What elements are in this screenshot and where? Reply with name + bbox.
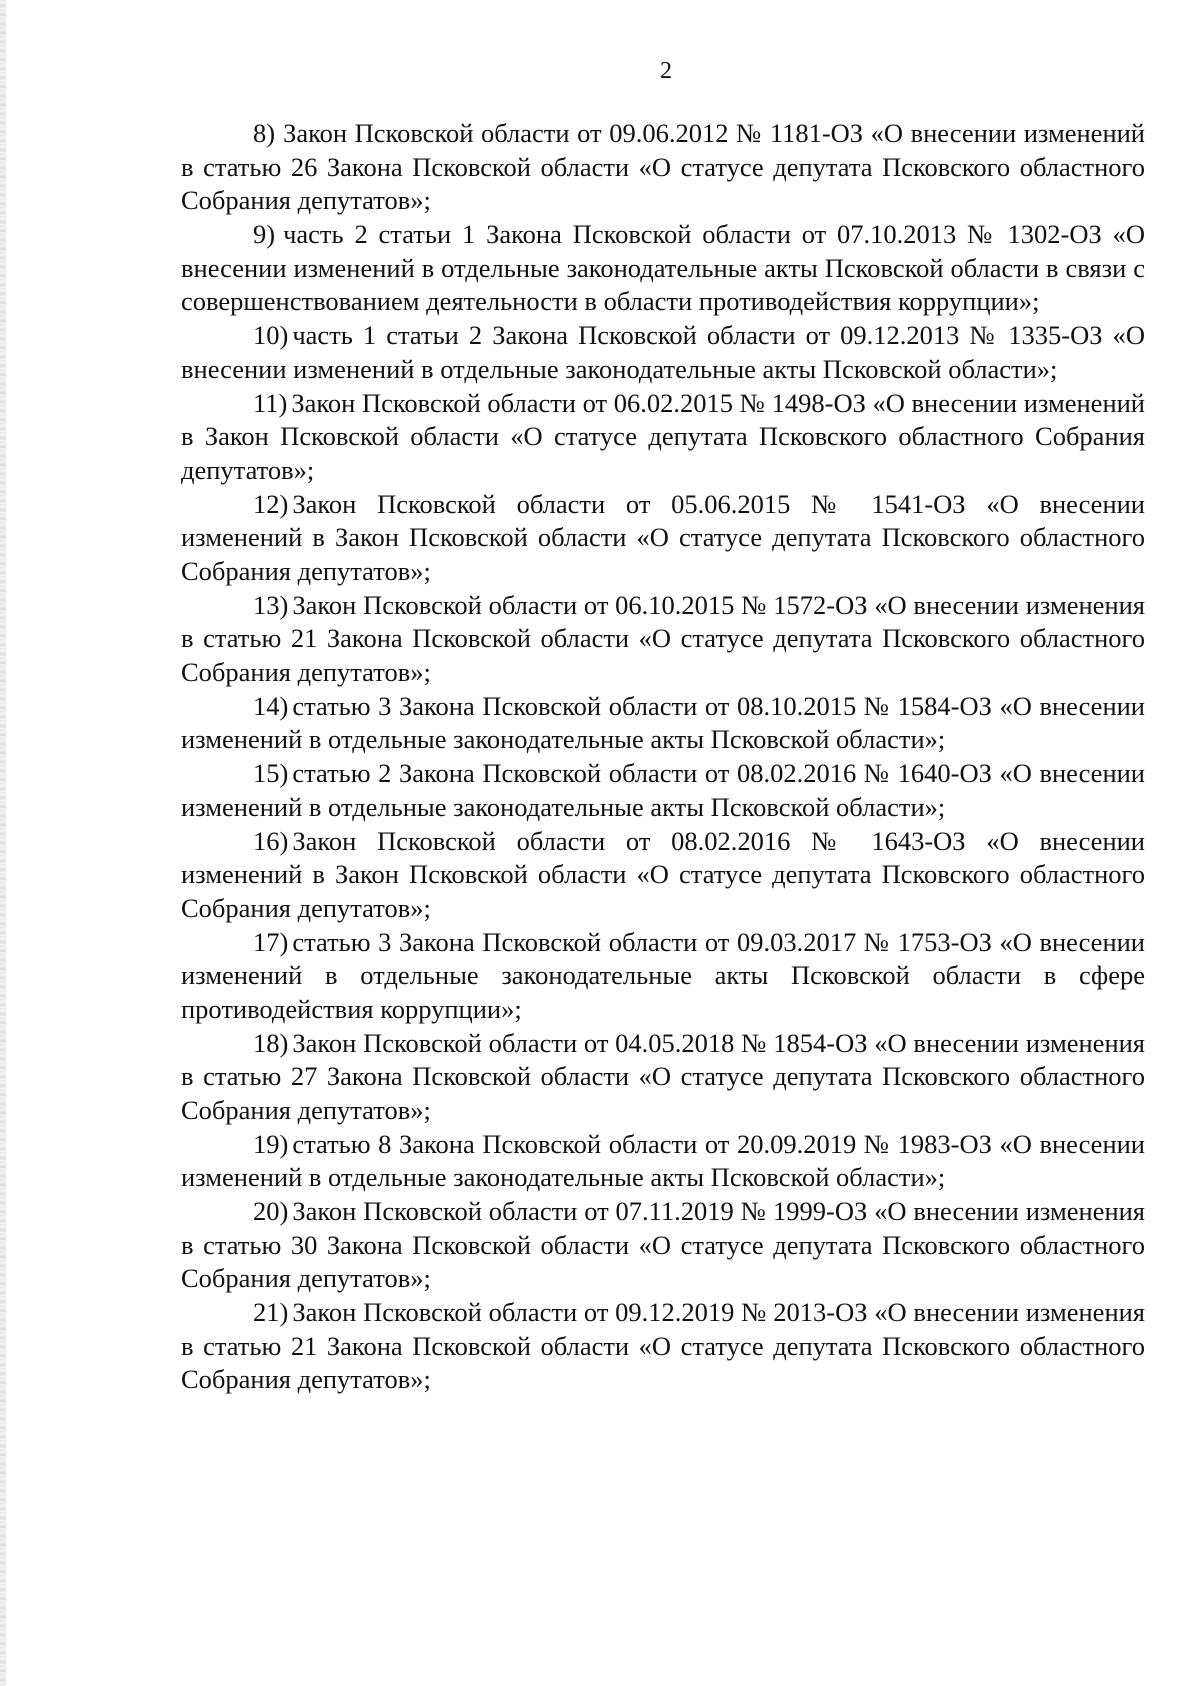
item-text: Закон Псковской области от 07.11.2019 № 1999-ОЗ «О внесении изменения в статью 30 Закона Псковской области «О статусе депутата Псковского областного Собрания депутатов»;: [181, 1196, 1145, 1293]
list-item: [181, 1296, 1145, 1397]
item-number: 12): [253, 488, 289, 519]
item-number: 21): [253, 1297, 289, 1327]
item-number: 17): [253, 926, 289, 957]
item-text: Закон Псковской области от 04.05.2018 № 1854-ОЗ «О внесении изменения в статью 27 Закона Псковской области «О статусе депутата Псковского областного Собрания депутатов»;: [181, 1027, 1145, 1125]
item-text: статью 3 Закона Псковской области от 09.03.2017 № 1753-ОЗ «О внесении изменений в отдельные законодательные акты Псковской области в сфере противодействия коррупции»;: [181, 926, 1145, 1024]
item-text: Закон Псковской области от 08.02.2016 № 1643-ОЗ «О внесении изменений в Закон Псковской области «О статусе депутата Псковского областного Собрания депутатов»;: [181, 825, 1145, 923]
item-text: статью 8 Закона Псковской области от 20.09.2019 № 1983-ОЗ «О внесении изменений в отдельные законодательные акты Псковской области»;: [181, 1128, 1145, 1192]
item-number: 18): [253, 1027, 289, 1058]
scan-edge: [0, 0, 6, 1686]
item-text: Закон Псковской области от 05.06.2015 № 1541-ОЗ «О внесении изменений в Закон Псковской области «О статусе депутата Псковского областного Собрания депутатов»;: [181, 488, 1145, 586]
item-number: 15): [253, 758, 289, 788]
item-text: статью 2 Закона Псковской области от 08.02.2016 № 1640-ОЗ «О внесении изменений в отдельные законодательные акты Псковской области»;: [181, 758, 1145, 822]
list-item: [181, 387, 1145, 488]
list-item: [181, 1128, 1145, 1195]
list-item: [181, 488, 1145, 589]
list-item: [181, 218, 1145, 319]
item-number: 16): [253, 825, 289, 856]
page-number: 2: [660, 58, 672, 84]
list-item: [181, 1195, 1145, 1296]
item-text: Закон Псковской области от 06.10.2015 № 1572-ОЗ «О внесении изменения в статью 21 Закона Псковской области «О статусе депутата Псковского областного Собрания депутатов»;: [181, 589, 1145, 687]
item-number: 14): [253, 690, 289, 721]
item-number: 9): [253, 219, 276, 249]
item-text: Закон Псковской области от 09.12.2019 № 2013-ОЗ «О внесении изменения в статью 21 Закона Псковской области «О статусе депутата Псковского областного Собрания депутатов»;: [181, 1297, 1145, 1394]
item-text: Закон Псковской области от 06.02.2015 № 1498-ОЗ «О внесении изменений в Закон Псковской области «О статусе депутата Псковского областного Собрания депутатов»;: [181, 387, 1145, 485]
list-item: [181, 1027, 1145, 1128]
list-item: [181, 825, 1145, 926]
item-text: часть 1 статьи 2 Закона Псковской области от 09.12.2013 № 1335-ОЗ «О внесении изменений в отдельные законодательные акты Псковской области»;: [181, 320, 1145, 384]
list-item: [181, 319, 1145, 386]
item-number: 20): [253, 1196, 289, 1226]
list-item: [181, 690, 1145, 757]
law-list: [181, 117, 1145, 1397]
item-number: 13): [253, 589, 289, 620]
list-item: [181, 926, 1145, 1027]
list-item: [181, 757, 1145, 824]
item-number: 10): [253, 320, 289, 350]
item-number: 8): [253, 118, 276, 148]
list-item: [181, 589, 1145, 690]
item-number: 11): [253, 387, 288, 418]
item-text: статью 3 Закона Псковской области от 08.10.2015 № 1584-ОЗ «О внесении изменений в отдельные законодательные акты Псковской области»;: [181, 690, 1145, 754]
item-text: Закон Псковской области от 09.06.2012 № 1181-ОЗ «О внесении изменений в статью 26 Закона Псковской области «О статусе депутата Псковского областного Собрания депутатов»;: [181, 118, 1145, 215]
list-item: [181, 117, 1145, 218]
item-text: часть 2 статьи 1 Закона Псковской области от 07.10.2013 № 1302-ОЗ «О внесении изменений в отдельные законодательные акты Псковской области в связи с совершенствованием деятельности в области противодействия коррупции»;: [181, 219, 1145, 316]
item-number: 19): [253, 1128, 289, 1159]
